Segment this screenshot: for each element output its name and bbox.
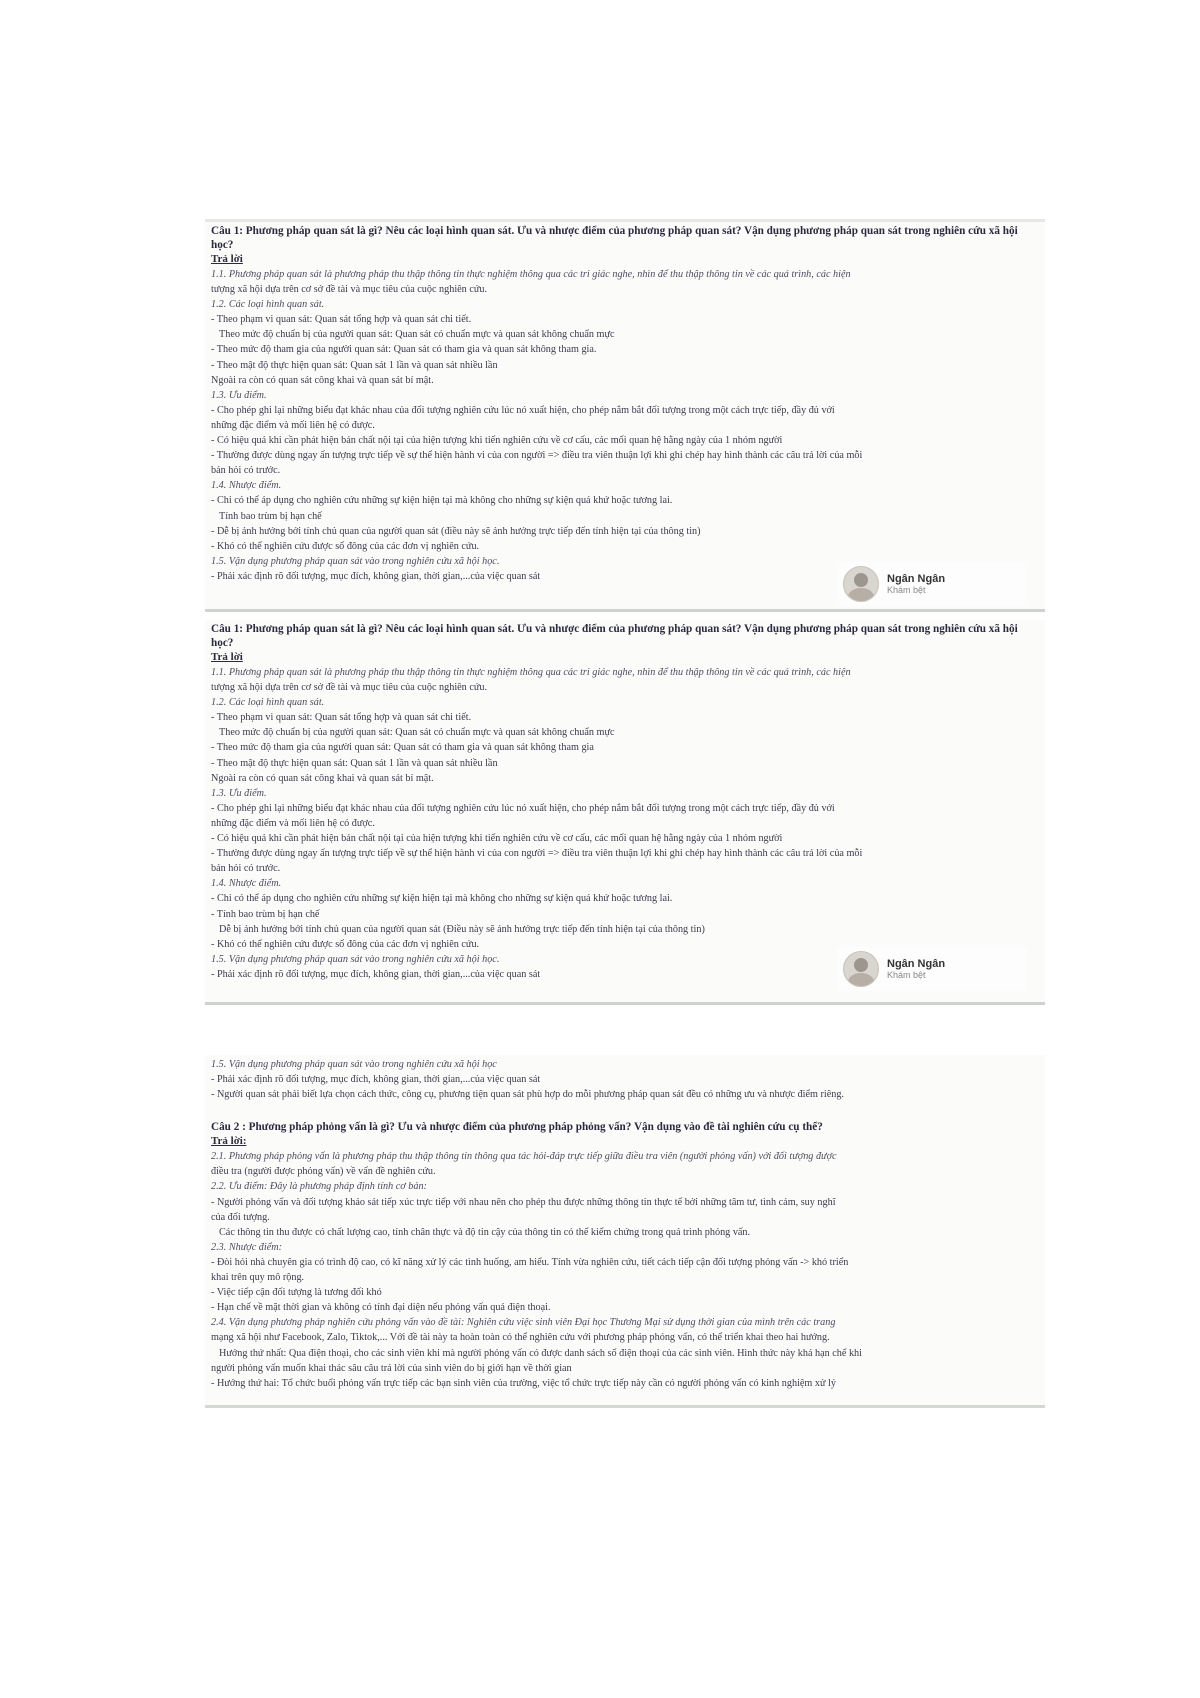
text-line: 1.2. Các loại hình quan sát.: [211, 697, 325, 709]
text-line: 2.3. Nhược điểm:: [211, 1241, 282, 1253]
question-1-copy: Câu 1: Phương pháp quan sát là gì? Nêu các loại hình quan sát. Ưu và nhược điểm của phương pháp quan sát? Vận dụng phương pháp quan sát trong nghiên cứu xã hội học?: [211, 623, 1018, 649]
text-line: mạng xã hội như Facebook, Zalo, Tiktok,... Với đề tài này ta hoàn toàn có thể nghiên cứu với phương pháp phỏng vấn, có thể triển khai theo hai hướng.: [211, 1332, 830, 1344]
text-line: - Theo mật độ thực hiện quan sát: Quan sát 1 lần và quan sát nhiều lần: [211, 757, 498, 769]
text-line: 1.4. Nhược điểm.: [211, 878, 282, 890]
text-line: - Theo phạm vi quan sát: Quan sát tổng hợp và quan sát chi tiết.: [211, 314, 472, 326]
text-line: - Có hiệu quả khi cần phát hiện bản chất nội tại của hiện tượng khi tiến nghiên cứu về cơ cấu, các mối quan hệ hằng ngày của 1 nhóm người: [211, 435, 783, 447]
text-line: - Thường được dùng ngay ấn tượng trực tiếp về sự thể hiện hành vi của con người => điều tra viên thuận lợi khi ghi chép hay hình thành các câu trả lời của mỗi: [211, 848, 863, 860]
text-line: - Khó có thể nghiên cứu được số đông của các đơn vị nghiên cứu.: [211, 540, 480, 552]
answer-label: Trả lời: [211, 253, 243, 265]
text-line: Theo mức độ chuẩn bị của người quan sát: Quan sát có chuẩn mực và quan sát không chuẩn mực: [219, 727, 615, 739]
text-line: Hướng thứ nhất: Qua điện thoại, cho các sinh viên khi mà người phỏng vấn có được danh sách số điện thoại của các sinh viên. Hình thức này khá hạn chế khi: [219, 1347, 862, 1359]
text-line: bản hỏi có trước.: [211, 863, 281, 875]
continuation-body: [211, 1057, 1039, 1102]
answer-body: [211, 267, 1039, 584]
text-line: - Chỉ có thể áp dụng cho nghiên cứu những sự kiện hiện tại mà không cho những sự kiện quá khứ hoặc tương lai.: [211, 495, 673, 507]
text-line: - Cho phép ghi lại những biểu đạt khác nhau của đối tượng nghiên cứu lúc nó xuất hiện, cho phép nắm bắt đối tượng trong một cách trực tiếp, đầy đủ với: [211, 404, 835, 416]
text-line: bản hỏi có trước.: [211, 465, 281, 477]
screenshot-2: [205, 620, 1045, 1005]
text-line: 1.3. Ưu điểm.: [211, 787, 267, 799]
text-line: Tính bao trùm bị hạn chế: [219, 510, 322, 522]
answer-body: [211, 665, 1039, 982]
text-line: người phỏng vấn muốn khai thác sâu câu trả lời của sinh viên do bị giới hạn về thời gian: [211, 1362, 572, 1374]
text-line: 1.4. Nhược điểm.: [211, 480, 282, 492]
answer-body: [211, 1149, 1039, 1391]
text-line: những đặc điểm và mối liên hệ có được.: [211, 419, 375, 431]
text-line: - Chỉ có thể áp dụng cho nghiên cứu những sự kiện hiện tại mà không cho những sự kiện quá khứ hoặc tương lai.: [211, 893, 673, 905]
text-line: - Người quan sát phải biết lựa chọn cách thức, công cụ, phương tiện quan sát phù hợp do mỗi phương pháp quan sát đều có những ưu và nhược điểm riêng.: [211, 1089, 844, 1101]
text-line: - Phải xác định rõ đối tượng, mục đích, không gian, thời gian,...của việc quan sát: [211, 570, 541, 582]
text-line: - Có hiệu quả khi cần phát hiện bản chất nội tại của hiện tượng khi tiến nghiên cứu về cơ cấu, các mối quan hệ hằng ngày của 1 nhóm người: [211, 833, 783, 845]
screenshot-3: [205, 1055, 1045, 1408]
text-line: - Phải xác định rõ đối tượng, mục đích, không gian, thời gian,...của việc quan sát: [211, 968, 541, 980]
text-line: - Việc tiếp cận đối tượng là tương đối khó: [211, 1287, 382, 1299]
user-card[interactable]: [837, 562, 1027, 606]
text-line: 1.3. Ưu điểm.: [211, 389, 267, 401]
text-line: 1.5. Vận dụng phương pháp quan sát vào trong nghiên cứu xã hội học.: [211, 953, 500, 965]
text-line: - Đòi hỏi nhà chuyên gia có trình độ cao, có kĩ năng xử lý các tình huống, am hiểu. Tính vừa nghiên cứu, tiết cách tiếp cận đối tượng phỏng vấn -> khó triển: [211, 1256, 849, 1268]
text-line: Dễ bị ảnh hưởng bởi tính chủ quan của người quan sát (Điều này sẽ ảnh hưởng trực tiếp đến tính hiện tại của thông tin): [219, 923, 705, 935]
user-card[interactable]: [837, 947, 1027, 991]
user-subtitle: Khám bệt: [887, 970, 926, 980]
text-line: khai trên quy mô rộng.: [211, 1272, 305, 1284]
text-line: Các thông tin thu được có chất lượng cao, tính chân thực và độ tin cậy của thông tin có thể kiểm chứng trong quá trình phỏng vấn.: [219, 1226, 751, 1238]
text-line: - Theo mức độ tham gia của người quan sát: Quan sát có tham gia và quan sát không tham gia.: [211, 344, 597, 356]
screenshot-1: [205, 219, 1045, 612]
text-line: 2.1. Phương pháp phỏng vấn là phương pháp thu thập thông tin thông qua tác hỏi-đáp trực tiếp giữa điều tra viên (người phỏng vấn) với đối tượng được: [211, 1151, 837, 1163]
text-line: - Theo mức độ tham gia của người quan sát: Quan sát có tham gia và quan sát không tham gia: [211, 742, 594, 754]
text-line: - Thường được dùng ngay ấn tượng trực tiếp về sự thể hiện hành vi của con người => điều tra viên thuận lợi khi ghi chép hay hình thành các câu trả lời của mỗi: [211, 450, 863, 462]
text-line: - Theo phạm vi quan sát: Quan sát tổng hợp và quan sát chi tiết.: [211, 712, 472, 724]
text-line: tượng xã hội dựa trên cơ sở đề tài và mục tiêu của cuộc nghiên cứu.: [211, 284, 488, 296]
text-line: - Hạn chế về mặt thời gian và không có tính đại diện nếu phỏng vấn quá điện thoại.: [211, 1302, 551, 1314]
text-line: tượng xã hội dựa trên cơ sở đề tài và mục tiêu của cuộc nghiên cứu.: [211, 682, 488, 694]
text-line: - Tính bao trùm bị hạn chế: [211, 908, 320, 920]
text-line: Ngoài ra còn có quan sát công khai và quan sát bí mật.: [211, 772, 434, 784]
user-subtitle: Khám bệt: [887, 585, 926, 595]
text-line: Ngoài ra còn có quan sát công khai và quan sát bí mật.: [211, 374, 434, 386]
user-name: Ngân Ngân: [887, 573, 946, 585]
answer-label: Trả lời: [211, 651, 243, 663]
text-line: 1.2. Các loại hình quan sát.: [211, 299, 325, 311]
text-line: - Cho phép ghi lại những biểu đạt khác nhau của đối tượng nghiên cứu lúc nó xuất hiện, cho phép nắm bắt đối tượng trong một cách trực tiếp, đầy đủ với: [211, 802, 835, 814]
text-line: 2.4. Vận dụng phương pháp nghiên cứu phỏng vấn vào đề tài: Nghiên cứu việc sinh viên Đại học Thương Mại sử dụng thời gian của mình trên các trang: [211, 1317, 836, 1329]
text-line: 1.5. Vận dụng phương pháp quan sát vào trong nghiên cứu xã hội học.: [211, 555, 500, 567]
question-2: Câu 2 : Phương pháp phỏng vấn là gì? Ưu và nhược điểm của phương pháp phỏng vấn? Vận dụng vào đề tài nghiên cứu cụ thể?: [211, 1121, 823, 1134]
text-line: những đặc điểm và mối liên hệ có được.: [211, 817, 375, 829]
text-line: - Người phỏng vấn và đối tượng khảo sát tiếp xúc trực tiếp với nhau nên cho phép thu được những thông tin thực tế bởi những tâm tư, tình cảm, suy nghĩ: [211, 1196, 836, 1208]
avatar: [843, 566, 879, 602]
question-1: Câu 1: Phương pháp quan sát là gì? Nêu các loại hình quan sát. Ưu và nhược điểm của phương pháp quan sát? Vận dụng phương pháp quan sát trong nghiên cứu xã hội học?: [211, 225, 1018, 251]
answer-label: Trả lời:: [211, 1135, 247, 1148]
text-line: 1.5. Vận dụng phương pháp quan sát vào trong nghiên cứu xã hội học: [211, 1059, 497, 1070]
text-line: - Khó có thể nghiên cứu được số đông của các đơn vị nghiên cứu.: [211, 938, 480, 950]
text-line: 1.1. Phương pháp quan sát là phương pháp thu thập thông tin thực nghiệm thông qua các tri giác nghe, nhìn để thu thập thông tin về các quá trình, các hiện: [211, 667, 851, 678]
text-line: điều tra (người được phỏng vấn) về vấn đề nghiên cứu.: [211, 1166, 436, 1178]
text-line: 1.1. Phương pháp quan sát là phương pháp thu thập thông tin thực nghiệm thông qua các tri giác nghe, nhìn để thu thập thông tin về các quá trình, các hiện: [211, 269, 851, 280]
text-line: - Theo mật độ thực hiện quan sát: Quan sát 1 lần và quan sát nhiều lần: [211, 359, 498, 371]
text-line: - Phải xác định rõ đối tượng, mục đích, không gian, thời gian,...của việc quan sát: [211, 1074, 541, 1086]
text-line: của đối tượng.: [211, 1211, 270, 1223]
text-line: - Dễ bị ảnh hưởng bởi tính chủ quan của người quan sát (điều này sẽ ảnh hưởng trực tiếp đến tính hiện tại của thông tin): [211, 525, 701, 537]
text-line: Theo mức độ chuẩn bị của người quan sát: Quan sát có chuẩn mực và quan sát không chuẩn mực: [219, 329, 615, 341]
user-name: Ngân Ngân: [887, 958, 946, 970]
text-line: - Hướng thứ hai: Tổ chức buổi phỏng vấn trực tiếp các bạn sinh viên của trường, việc tổ chức trực tiếp này cần có người phỏng vấn có kinh nghiệm xử lý: [211, 1377, 836, 1389]
avatar: [843, 951, 879, 987]
text-line: 2.2. Ưu điểm: Đây là phương pháp định tính cơ bản:: [211, 1181, 427, 1193]
